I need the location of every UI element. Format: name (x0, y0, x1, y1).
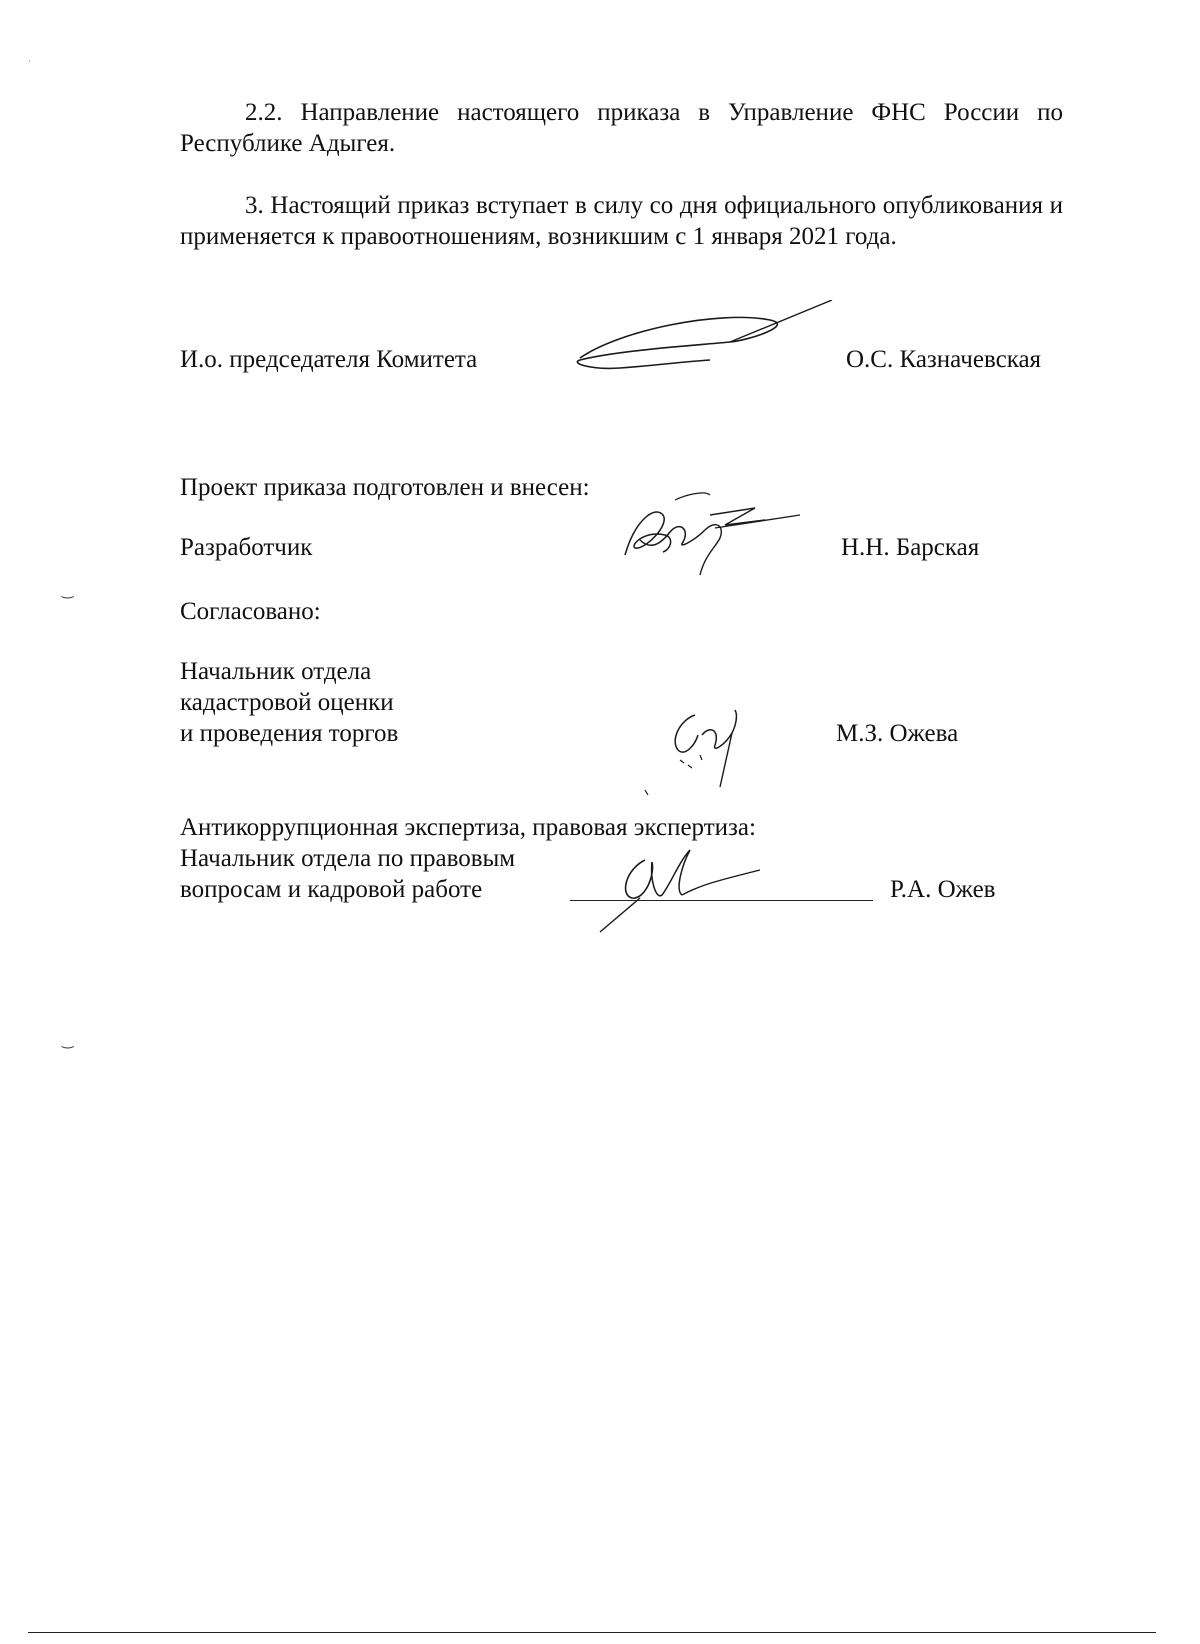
agreed-role-line-3: и проведения торгов (180, 720, 399, 747)
paragraph-2-2: 2.2. Направление настоящего приказа в Управление ФНС России по Республике Адыгея. (180, 99, 1063, 157)
agreed-signature (640, 705, 770, 805)
paragraph-3: 3. Настоящий приказ вступает в силу со дня официального опубликования и применяется к правоотношениям, возникшим с 1 января 2021 года. (180, 192, 1063, 250)
prepared-heading: Проект приказа подготовлен и внесен: (180, 474, 590, 501)
page-bottom-edge (28, 1632, 1156, 1633)
scan-mark: · (28, 57, 31, 66)
agreed-name: М.З. Ожева (836, 720, 959, 747)
developer-signature (615, 490, 815, 580)
scan-mark: ‿ (62, 584, 74, 599)
developer-name: Н.Н. Барская (841, 534, 980, 561)
chair-title: И.о. председателя Комитета (180, 346, 478, 373)
chair-name: О.С. Казначевская (846, 346, 1042, 373)
legal-name: Р.А. Ожев (890, 876, 996, 903)
scan-mark: ‿ (62, 1034, 74, 1049)
agreed-role-line-1: Начальник отдела (180, 658, 372, 685)
chair-signature (560, 300, 840, 385)
agreed-role-line-2: кадастровой оценки (180, 689, 394, 716)
legal-role-line-2: вопросам и кадровой работе (180, 876, 483, 903)
agreed-heading: Согласовано: (180, 598, 321, 625)
legal-signature (590, 840, 770, 935)
legal-role-line-1: Начальник отдела по правовым (180, 845, 516, 872)
developer-role: Разработчик (180, 534, 313, 561)
legal-heading: Антикоррупционная экспертиза, правовая экспертиза: (180, 814, 756, 841)
